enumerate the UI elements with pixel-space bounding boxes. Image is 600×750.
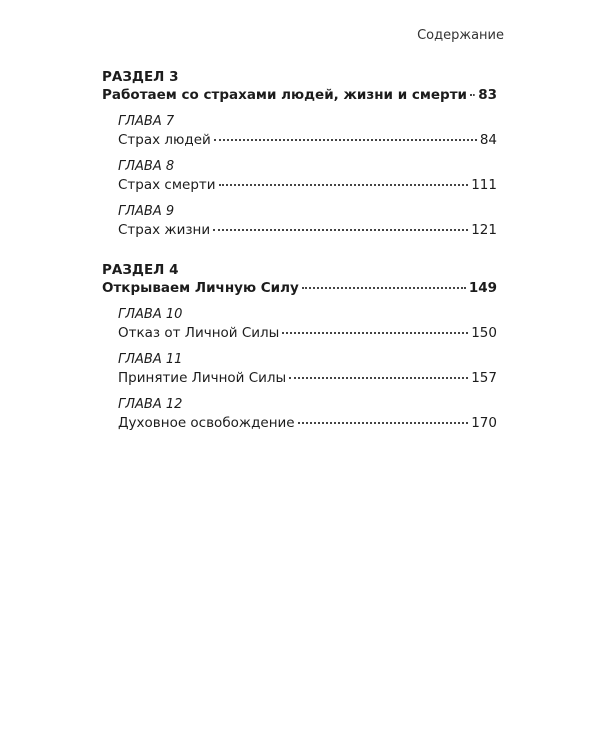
- running-header: Содержание: [417, 28, 504, 43]
- chapter-title: Отказ от Личной Силы: [118, 325, 280, 341]
- toc-chapter-10: [118, 306, 497, 342]
- chapter-title: Страх людей: [118, 132, 211, 148]
- chapter-label: ГЛАВА 7: [118, 114, 175, 129]
- section-label: РАЗДЕЛ 3: [102, 69, 179, 85]
- page-number: 121: [471, 222, 497, 238]
- chapter-label: ГЛАВА 11: [118, 352, 183, 367]
- chapter-label: ГЛАВА 10: [118, 307, 183, 322]
- chapter-title: Страх смерти: [118, 177, 216, 193]
- toc-chapter-12: [118, 396, 497, 432]
- section-entry: [102, 279, 497, 297]
- chapter-entry: [118, 221, 497, 239]
- page-number: 149: [468, 280, 497, 296]
- page-number: 170: [471, 415, 497, 431]
- chapter-title: Страх жизни: [118, 222, 211, 238]
- toc-chapter-8: [118, 158, 497, 194]
- page-number: 111: [471, 177, 497, 193]
- chapter-label: ГЛАВА 8: [118, 159, 175, 174]
- leader-dots: [470, 94, 475, 96]
- leader-dots: [219, 184, 469, 186]
- leader-dots: [282, 332, 468, 334]
- leader-dots: [298, 422, 469, 424]
- chapter-label: ГЛАВА 12: [118, 397, 183, 412]
- leader-dots: [289, 377, 468, 379]
- toc-chapter-9: [118, 203, 497, 239]
- section-title: Работаем со страхами людей, жизни и смерти: [102, 87, 468, 103]
- chapter-label: ГЛАВА 9: [118, 204, 175, 219]
- leader-dots: [214, 139, 477, 141]
- chapter-title: Духовное освобождение: [118, 415, 295, 431]
- page-number: 84: [479, 132, 497, 148]
- chapter-entry: [118, 414, 497, 432]
- chapter-entry: [118, 176, 497, 194]
- chapter-title: Принятие Личной Силы: [118, 370, 287, 386]
- section-entry: [102, 86, 497, 104]
- chapter-entry: [118, 324, 497, 342]
- chapter-entry: [118, 131, 497, 149]
- page-number: 83: [478, 87, 497, 103]
- toc-section-4: [102, 261, 497, 432]
- page-number: 157: [471, 370, 497, 386]
- page-number: 150: [471, 325, 497, 341]
- chapter-entry: [118, 369, 497, 387]
- section-title: Открываем Личную Силу: [102, 280, 299, 296]
- toc-chapter-7: [118, 113, 497, 149]
- toc-section-3: [102, 68, 497, 239]
- leader-dots: [213, 229, 468, 231]
- section-label: РАЗДЕЛ 4: [102, 262, 179, 278]
- table-of-contents: [102, 68, 497, 454]
- leader-dots: [302, 287, 466, 289]
- toc-chapter-11: [118, 351, 497, 387]
